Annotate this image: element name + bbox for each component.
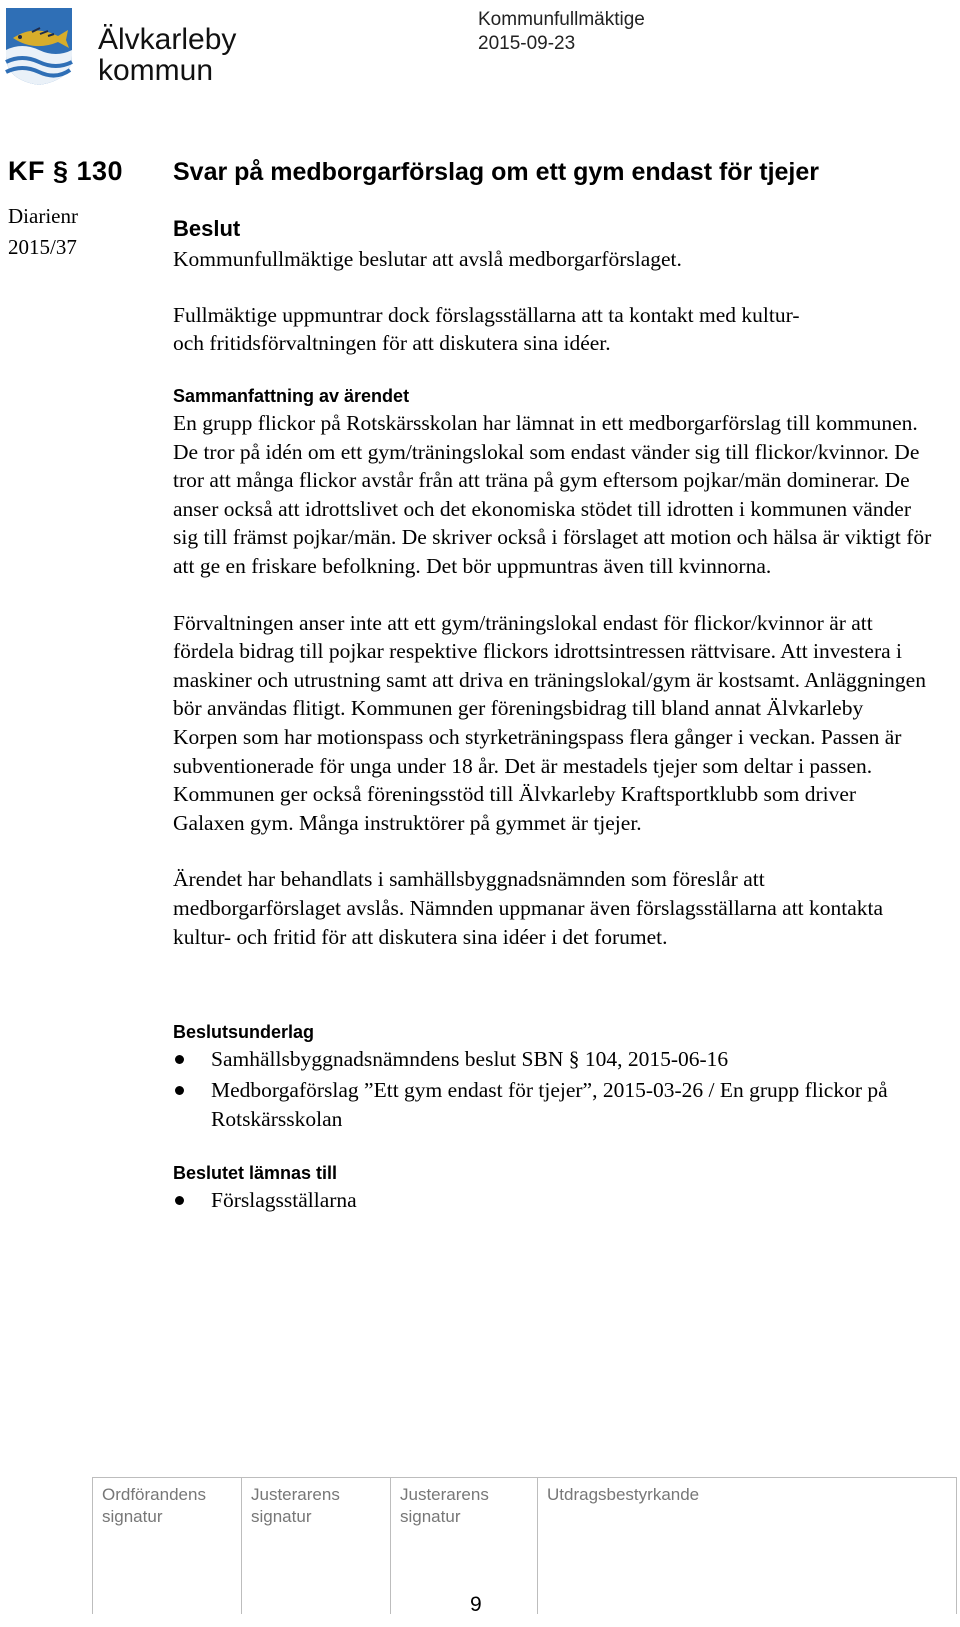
body-name: Kommunfullmäktige bbox=[478, 9, 645, 30]
municipality-logo bbox=[4, 4, 254, 90]
municipality-wordmark bbox=[98, 24, 236, 86]
signature-box-certification bbox=[537, 1478, 956, 1614]
signature-label: Justerarens bbox=[400, 1485, 489, 1504]
basis-section bbox=[173, 1019, 933, 1134]
bullet-icon bbox=[175, 1086, 184, 1095]
list-item bbox=[173, 1076, 933, 1134]
decision-heading: Beslut bbox=[173, 216, 241, 241]
diary-reference bbox=[8, 201, 78, 263]
signature-label: Ordförandens bbox=[102, 1485, 206, 1504]
recipients-list bbox=[173, 1186, 933, 1215]
case-title: Svar på medborgarförslag om ett gym endast för tjejer bbox=[173, 158, 819, 186]
signature-label: Utdragsbestyrkande bbox=[547, 1485, 700, 1504]
summary-heading: Sammanfattning av ärendet bbox=[173, 386, 410, 406]
summary-section bbox=[173, 383, 933, 951]
basis-list bbox=[173, 1045, 933, 1134]
coat-of-arms-icon bbox=[4, 6, 74, 86]
recipient-item-1: Förslagsställarna bbox=[211, 1188, 357, 1212]
recipients-heading: Beslutet lämnas till bbox=[173, 1163, 338, 1183]
summary-paragraph-3: Ärendet har behandlats i samhällsbyggnadsnämnden som föreslår att medborgarförslaget avslås. Nämnden uppmanar även förslagsställarna att kontakta kultur- och fritid för att diskutera sina idéer i det forumet. bbox=[173, 867, 884, 949]
signature-sublabel: signatur bbox=[102, 1507, 163, 1526]
decision-section bbox=[173, 215, 933, 358]
decision-text: Kommunfullmäktige beslutar att avslå medborgarförslaget. bbox=[173, 247, 682, 271]
page-number: 9 bbox=[470, 1593, 482, 1616]
decision-encouragement: Fullmäktige uppmuntrar dock förslagsställarna att ta kontakt med kultur- och fritidsförvaltningen för att diskutera sina idéer. bbox=[173, 302, 800, 356]
signature-sublabel: signatur bbox=[251, 1507, 312, 1526]
org-name-line1: Älvkarleby bbox=[98, 23, 237, 56]
basis-item-1: Samhällsbyggnadsnämndens beslut SBN § 104, 2015-06-16 bbox=[211, 1047, 729, 1071]
diary-label: Diarienr bbox=[8, 204, 78, 228]
diary-number: 2015/37 bbox=[8, 235, 77, 259]
signature-label: Justerarens bbox=[251, 1485, 340, 1504]
summary-paragraph-2: Förvaltningen anser inte att ett gym/träningslokal endast för flickor/kvinnor är att fördela bidrag till pojkar respektive flickors idrottsintressen rättvisare. Att investera i maskiner och utrustning samt att driva en träningslokal/gym är kostsamt. Anläggningen bör användas flitigt. Kommunen ger föreningsbidrag till bland annat Älvkarleby Korpen som har motionspass och styrketräningspass flera gånger i veckan. Passen är subventionerade för unga under 18 år. Det är mestadels tjejer som deltar i passen. Kommunen ger också föreningsstöd till Älvkarleby Kraftsportklubb som driver Galaxen gym. Många instruktörer på gymmet är tjejer. bbox=[173, 610, 926, 835]
signature-sublabel: signatur bbox=[400, 1507, 461, 1526]
header-meta bbox=[478, 8, 645, 56]
bullet-icon bbox=[175, 1055, 184, 1064]
bullet-icon bbox=[175, 1196, 184, 1205]
signature-box-chair bbox=[92, 1478, 241, 1614]
summary-paragraph-1: En grupp flickor på Rotskärsskolan har lämnat in ett medborgarförslag till kommunen. De tror på idén om ett gym/träningslokal som endast vänder sig till flickor/kvinnor. De tror att många flickor avstår från att träna på gym eftersom pojkar/män dominerar. De anser också att idrottslivet och det ekonomiska stödet till idrotten i kommunen vänder sig till främst pojkar/män. De skriver också i förslaget att motion och hälsa är viktigt för att ge en friskare befolkning. Det bör uppmuntras även till kvinnorna. bbox=[173, 411, 932, 578]
recipients-section bbox=[173, 1160, 933, 1215]
meeting-date: 2015-09-23 bbox=[478, 33, 576, 54]
list-item bbox=[173, 1045, 933, 1074]
basis-heading: Beslutsunderlag bbox=[173, 1022, 315, 1042]
list-item bbox=[173, 1186, 933, 1215]
basis-item-2: Medborgaförslag ”Ett gym endast för tjejer”, 2015-03-26 / En grupp flickor på Rotskärsskolan bbox=[211, 1078, 888, 1131]
org-name-line2: kommun bbox=[98, 54, 214, 87]
signature-box-adjuster-1 bbox=[241, 1478, 390, 1614]
paragraph-number: KF § 130 bbox=[8, 156, 124, 186]
signature-box-adjuster-2 bbox=[390, 1478, 537, 1614]
signature-table bbox=[92, 1477, 957, 1614]
